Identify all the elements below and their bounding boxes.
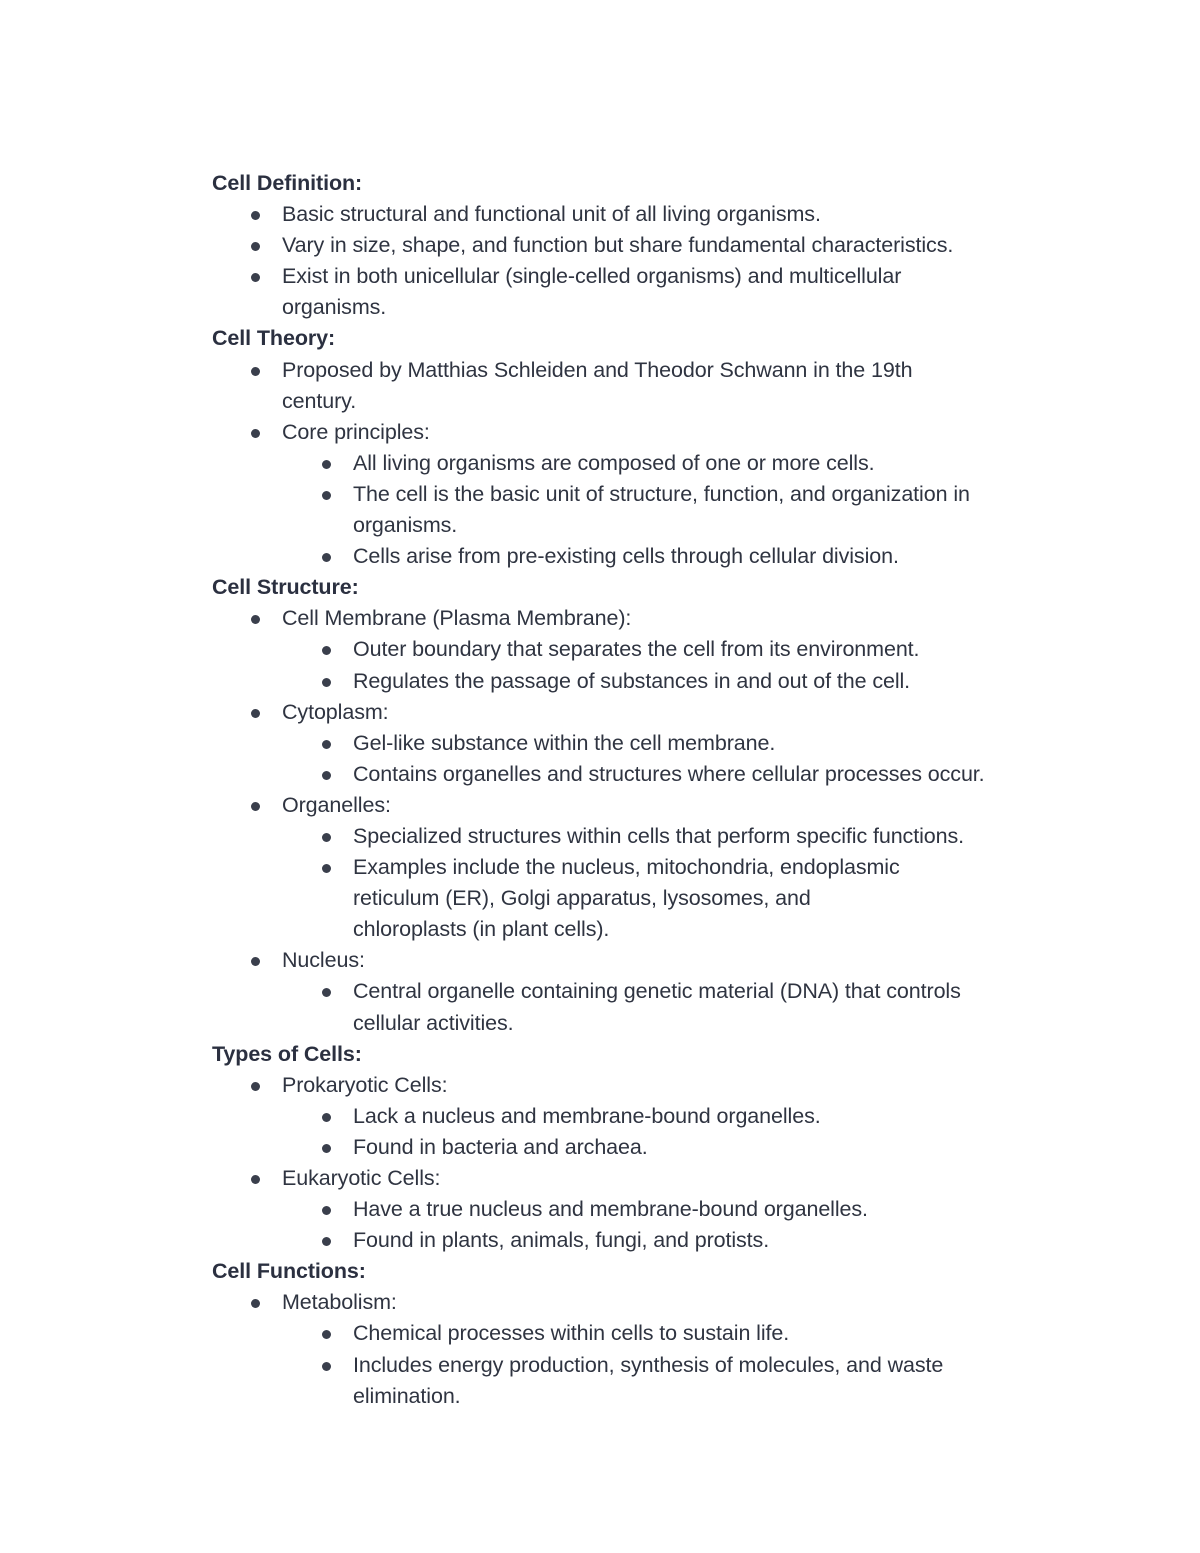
- bullet-icon: [322, 646, 331, 655]
- list-item-text: Metabolism:: [282, 1290, 397, 1315]
- bullet-icon: [251, 957, 260, 966]
- sub-list-item: [212, 976, 1072, 1038]
- list-item-text: Cell Membrane (Plasma Membrane):: [282, 606, 632, 631]
- sub-list-item: [212, 759, 1072, 790]
- bullet-icon: [322, 491, 331, 500]
- bullet-icon: [322, 1330, 331, 1339]
- bullet-icon: [251, 615, 260, 624]
- sub-list-item-text: The cell is the basic unit of structure, function, and organization in organisms.: [353, 481, 970, 538]
- sub-list-item-text: All living organisms are composed of one or more cells.: [353, 450, 875, 475]
- sub-list-item: [212, 1350, 1072, 1412]
- section-cell-theory: [212, 323, 1072, 572]
- list-item: [212, 697, 1072, 728]
- list-item-text: Prokaryotic Cells:: [282, 1072, 448, 1097]
- bullet-icon: [322, 1144, 331, 1153]
- bullet-icon: [251, 1299, 260, 1308]
- bullet-icon: [322, 678, 331, 687]
- bullet-icon: [251, 211, 260, 220]
- section-types-of-cells: [212, 1039, 1072, 1257]
- bullet-icon: [251, 1175, 260, 1184]
- sub-list-item-text: Includes energy production, synthesis of molecules, and waste elimination.: [353, 1352, 944, 1408]
- list-item-text: Core principles:: [282, 419, 430, 444]
- sub-list-item-text: Lack a nucleus and membrane-bound organelles.: [353, 1103, 821, 1128]
- bullet-icon: [251, 242, 260, 251]
- list-item-text: Proposed by Matthias Schleiden and Theodor Schwann in the 19th century.: [282, 357, 913, 413]
- sub-list-item: [212, 634, 1072, 665]
- bullet-icon: [322, 833, 331, 842]
- sub-list-item: [212, 1318, 1072, 1349]
- bullet-icon: [251, 709, 260, 718]
- sub-list-item: [212, 666, 1072, 697]
- bullet-icon: [322, 864, 331, 873]
- section-heading: Cell Theory:: [212, 326, 336, 351]
- sub-list-item: [212, 541, 1072, 572]
- list-item-text: Basic structural and functional unit of all living organisms.: [282, 202, 821, 227]
- sub-list-item-text: Found in bacteria and archaea.: [353, 1134, 648, 1159]
- list-item-text: Nucleus:: [282, 948, 365, 973]
- list-item: [212, 1163, 1072, 1194]
- sub-list-item-text: Examples include the nucleus, mitochondria, endoplasmic reticulum (ER), Golgi apparatus, lysosomes, and chloroplasts (in plant cells).: [353, 855, 900, 942]
- list-item: [212, 1287, 1072, 1318]
- section-heading: Types of Cells:: [212, 1041, 362, 1066]
- sub-list-item: [212, 1101, 1072, 1132]
- bullet-icon: [251, 367, 260, 376]
- section-heading: Cell Definition:: [212, 171, 363, 195]
- sub-list-item-text: Central organelle containing genetic material (DNA) that controls cellular activities.: [353, 979, 961, 1035]
- sub-list-item: [212, 1225, 1072, 1256]
- sub-list-item: [212, 852, 1072, 945]
- list-item: [212, 417, 1072, 448]
- bullet-icon: [322, 1362, 331, 1371]
- section-cell-functions: [212, 1256, 1072, 1411]
- list-item: [212, 230, 1072, 261]
- bullet-icon: [251, 1082, 260, 1091]
- list-item: [212, 790, 1072, 821]
- sub-list-item: [212, 1132, 1072, 1163]
- bullet-icon: [322, 740, 331, 749]
- sub-list-item-text: Gel-like substance within the cell membrane.: [353, 730, 776, 755]
- bullet-icon: [322, 1206, 331, 1215]
- sub-list-item-text: Have a true nucleus and membrane-bound organelles.: [353, 1197, 868, 1222]
- section-cell-structure: [212, 572, 1072, 1038]
- bullet-icon: [322, 988, 331, 997]
- list-item-text: Cytoplasm:: [282, 699, 389, 724]
- sub-list-item: [212, 1194, 1072, 1225]
- section-heading: Cell Functions:: [212, 1259, 366, 1284]
- list-item: [212, 199, 1072, 230]
- list-item-text: Eukaryotic Cells:: [282, 1166, 441, 1190]
- sub-list-item-text: Found in plants, animals, fungi, and protists.: [353, 1228, 770, 1253]
- list-item: [212, 1070, 1072, 1101]
- list-item: [212, 261, 1072, 323]
- bullet-icon: [322, 1113, 331, 1122]
- bullet-icon: [251, 273, 260, 282]
- bullet-icon: [322, 553, 331, 562]
- sub-list-item: [212, 448, 1072, 479]
- sub-list-item-text: Specialized structures within cells that perform specific functions.: [353, 823, 964, 848]
- section-cell-definition: [212, 168, 1072, 323]
- section-heading: Cell Structure:: [212, 575, 359, 600]
- sub-list-item: [212, 479, 1072, 541]
- sub-list-item: [212, 728, 1072, 759]
- sub-list-item: [212, 821, 1072, 852]
- document-page: [212, 168, 1072, 1412]
- list-item: [212, 355, 1072, 417]
- sub-list-item-text: Contains organelles and structures where cellular processes occur.: [353, 761, 985, 786]
- bullet-icon: [251, 802, 260, 811]
- sub-list-item-text: Chemical processes within cells to sustain life.: [353, 1321, 790, 1346]
- list-item-text: Vary in size, shape, and function but share fundamental characteristics.: [282, 233, 954, 258]
- sub-list-item-text: Outer boundary that separates the cell from its environment.: [353, 637, 920, 662]
- bullet-icon: [322, 460, 331, 469]
- sub-list-item-text: Cells arise from pre-existing cells through cellular division.: [353, 544, 899, 569]
- sub-list-item-text: Regulates the passage of substances in and out of the cell.: [353, 668, 911, 693]
- bullet-icon: [251, 429, 260, 438]
- list-item: [212, 603, 1072, 634]
- bullet-icon: [322, 771, 331, 780]
- list-item: [212, 945, 1072, 976]
- bullet-icon: [322, 1237, 331, 1246]
- list-item-text: Exist in both unicellular (single-celled organisms) and multicellular organisms.: [282, 264, 902, 320]
- list-item-text: Organelles:: [282, 792, 391, 817]
